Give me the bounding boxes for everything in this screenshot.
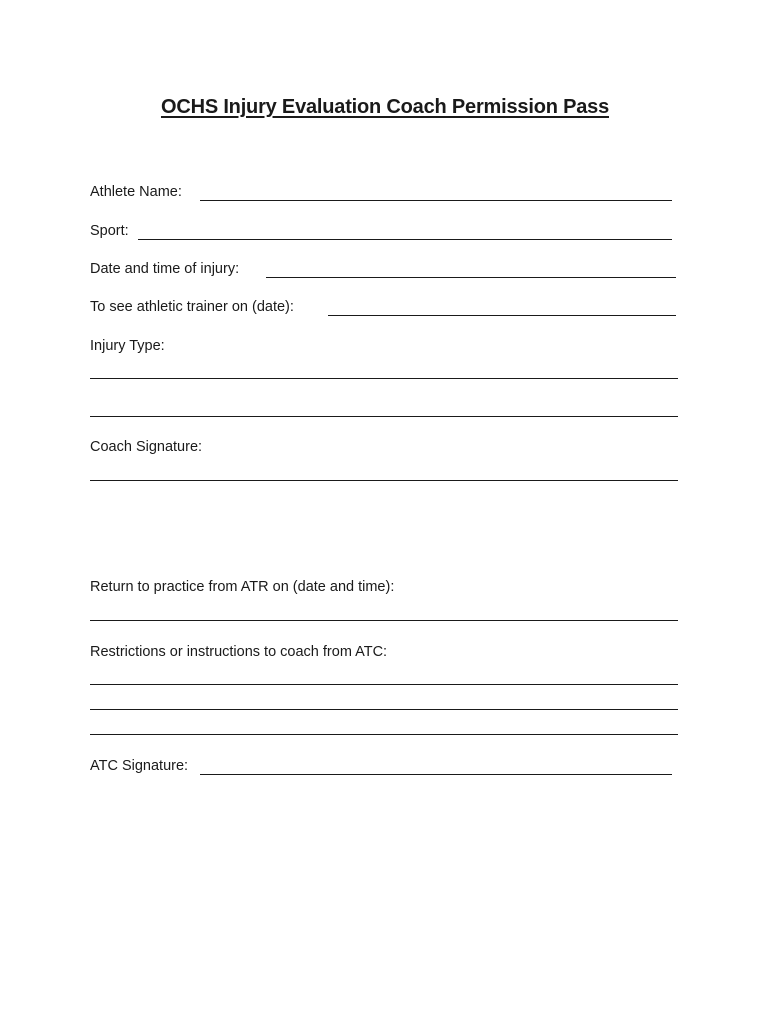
see-trainer-field[interactable] <box>328 315 676 316</box>
return-practice-label: Return to practice from ATR on (date and time): <box>90 579 395 595</box>
return-practice-field[interactable] <box>90 620 678 621</box>
restrictions-field-line-2[interactable] <box>90 709 678 710</box>
date-time-injury-label: Date and time of injury: <box>90 261 240 277</box>
atc-signature-row <box>90 757 188 775</box>
see-trainer-row <box>90 298 294 316</box>
restrictions-row <box>90 643 387 661</box>
return-practice-row <box>90 578 394 596</box>
athlete-name-row <box>90 183 182 201</box>
coach-signature-field[interactable] <box>90 480 678 481</box>
athlete-name-label: Athlete Name: <box>90 184 182 200</box>
athlete-name-field[interactable] <box>200 200 672 201</box>
date-time-injury-row <box>90 260 239 278</box>
injury-type-field-line-2[interactable] <box>90 416 678 417</box>
see-trainer-label: To see athletic trainer on (date): <box>90 299 294 315</box>
form-title: OCHS Injury Evaluation Coach Permission Pass <box>160 96 609 118</box>
restrictions-label: Restrictions or instructions to coach from ATC: <box>90 644 388 660</box>
restrictions-field-line-3[interactable] <box>90 734 678 735</box>
restrictions-field-line-1[interactable] <box>90 684 678 685</box>
sport-row <box>90 222 129 240</box>
coach-signature-row <box>90 438 202 456</box>
atc-signature-field[interactable] <box>200 774 672 775</box>
date-time-injury-field[interactable] <box>266 277 676 278</box>
sport-label: Sport: <box>90 223 129 239</box>
sport-field[interactable] <box>138 239 672 240</box>
injury-type-label: Injury Type: <box>90 338 165 354</box>
injury-type-row <box>90 337 165 355</box>
atc-signature-label: ATC Signature: <box>90 758 189 774</box>
coach-signature-label: Coach Signature: <box>90 439 203 455</box>
injury-type-field-line-1[interactable] <box>90 378 678 379</box>
